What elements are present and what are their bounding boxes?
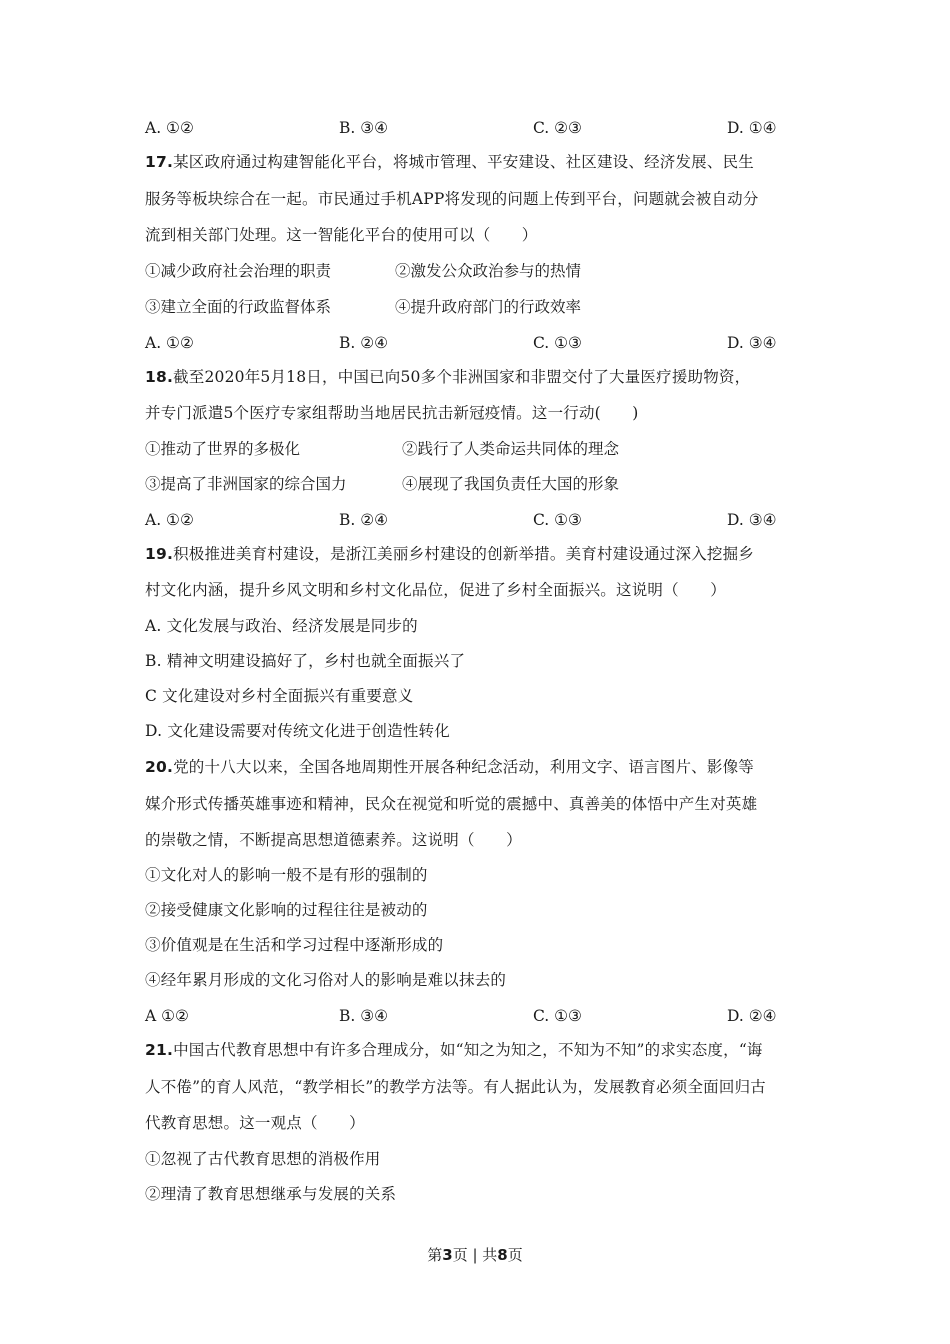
q19-number: 19.	[145, 545, 174, 563]
q17-option-b: B. ②④	[339, 334, 389, 352]
q17-stem-line-1: 17.某区政府通过构建智能化平台，将城市管理、平安建设、社区建设、经济发展、民生	[145, 153, 754, 171]
q16-option-a: A. ①②	[145, 119, 194, 137]
q21-stem-line-1: 21.中国古代教育思想中有许多合理成分，如“知之为知之，不知为不知”的求实态度，“诲	[145, 1041, 763, 1059]
page-footer: 第3页 | 共8页	[427, 1246, 523, 1264]
q20-statement-1: ①文化对人的影响一般不是有形的强制的	[145, 866, 428, 884]
q20-stem-line-3: 的崇敬之情，不断提高思想道德素养。这说明（ ）	[145, 831, 522, 849]
q18-option-c: C. ①③	[533, 511, 582, 529]
q20-statement-3: ③价值观是在生活和学习过程中逐渐形成的	[145, 936, 444, 954]
q17-stem-line-2: 服务等板块综合在一起。市民通过手机APP将发现的问题上传到平台，问题就会被自动分	[145, 190, 759, 208]
q17-option-a: A. ①②	[145, 334, 194, 352]
q19-stem-line-2: 村文化内涵，提升乡风文明和乡村文化品位，促进了乡村全面振兴。这说明（ ）	[145, 581, 726, 599]
q17-statement-3: ③建立全面的行政监督体系	[145, 298, 332, 316]
q20-stem-line-1: 20.党的十八大以来，全国各地周期性开展各种纪念活动，利用文字、语言图片、影像等	[145, 758, 754, 776]
q17-statement-2: ②激发公众政治参与的热情	[395, 262, 582, 280]
total-pages: 8	[497, 1246, 508, 1264]
q18-statements-row-1	[145, 438, 805, 460]
q19-choice-b: B. 精神文明建设搞好了，乡村也就全面振兴了	[145, 652, 466, 670]
q18-option-a: A. ①②	[145, 511, 194, 529]
q20-option-c: C. ①③	[533, 1007, 582, 1025]
q18-statement-1: ①推动了世界的多极化	[145, 440, 301, 458]
q21-number: 21.	[145, 1041, 174, 1059]
q17-statements-row-1	[145, 260, 805, 282]
q21-stem-line-2: 人不倦”的育人风范，“教学相长”的教学方法等。有人据此认为，发展教育必须全面回归古	[145, 1078, 766, 1096]
q17-option-c: C. ①③	[533, 334, 582, 352]
q18-statements-row-2	[145, 473, 805, 495]
q17-stem-line-3: 流到相关部门处理。这一智能化平台的使用可以（ ）	[145, 226, 538, 244]
q20-statement-2: ②接受健康文化影响的过程往往是被动的	[145, 901, 428, 919]
q17-statement-1: ①减少政府社会治理的职责	[145, 262, 332, 280]
q21-statement-1: ①忽视了古代教育思想的消极作用	[145, 1150, 381, 1168]
q18-option-b: B. ②④	[339, 511, 389, 529]
q18-stem-line-2: 并专门派遣5个医疗专家组帮助当地居民抗击新冠疫情。这一行动( )	[145, 404, 639, 422]
q17-options	[145, 332, 805, 354]
q19-stem-line-1: 19.积极推进美育村建设，是浙江美丽乡村建设的创新举措。美育村建设通过深入挖掘乡	[145, 545, 754, 563]
q20-statement-4: ④经年累月形成的文化习俗对人的影响是难以抹去的	[145, 971, 507, 989]
q16-option-c: C. ②③	[533, 119, 582, 137]
q16-option-b: B. ③④	[339, 119, 389, 137]
q20-option-d: D. ②④	[727, 1007, 777, 1025]
q21-stem-line-3: 代教育思想。这一观点（ ）	[145, 1114, 365, 1132]
q20-option-a: A ①②	[145, 1007, 189, 1025]
q20-option-b: B. ③④	[339, 1007, 389, 1025]
q18-statement-4: ④展现了我国负责任大国的形象	[402, 475, 620, 493]
page-number: 3	[442, 1246, 453, 1264]
q20-number: 20.	[145, 758, 174, 776]
q18-stem-line-1: 18.截至2020年5月18日，中国已向50多个非洲国家和非盟交付了大量医疗援助物资，	[145, 368, 751, 386]
q18-option-d: D. ③④	[727, 511, 777, 529]
q19-choice-a: A. 文化发展与政治、经济发展是同步的	[145, 617, 418, 635]
q17-number: 17.	[145, 153, 174, 171]
q18-statement-2: ②践行了人类命运共同体的理念	[402, 440, 620, 458]
q17-statement-4: ④提升政府部门的行政效率	[395, 298, 582, 316]
q21-statement-2: ②理清了教育思想继承与发展的关系	[145, 1185, 397, 1203]
q18-options	[145, 509, 805, 531]
q19-choice-c: C 文化建设对乡村全面振兴有重要意义	[145, 687, 414, 705]
q19-choice-d: D. 文化建设需要对传统文化进于创造性转化	[145, 722, 450, 740]
q18-number: 18.	[145, 368, 174, 386]
q17-statements-row-2	[145, 296, 805, 318]
q20-options	[145, 1005, 805, 1027]
q16-option-d: D. ①④	[727, 119, 777, 137]
q18-statement-3: ③提高了非洲国家的综合国力	[145, 475, 347, 493]
q17-option-d: D. ③④	[727, 334, 777, 352]
q20-stem-line-2: 媒介形式传播英雄事迹和精神，民众在视觉和听觉的震撼中、真善美的体悟中产生对英雄	[145, 795, 758, 813]
q16-options	[145, 117, 805, 139]
